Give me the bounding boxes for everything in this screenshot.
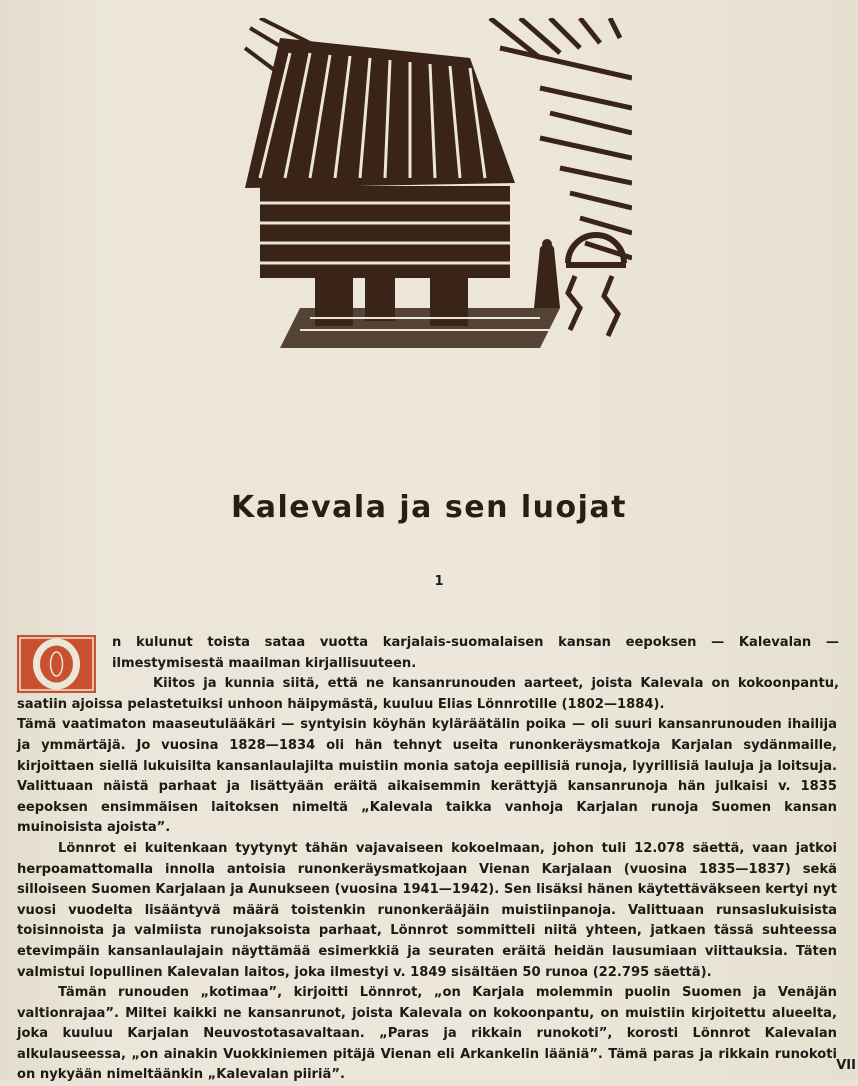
paragraph-2: Kiitos ja kunnia siitä, että ne kansanrunouden aarteet, joista Kalevala on kokoonpantu, saatiin ajoissa pelastetuiksi unhoon häipymästä, kuuluu Elias Lönnrotille (1802—1884). (17, 676, 839, 712)
woodcut-illustration (240, 18, 632, 358)
section-number: 1 (434, 574, 444, 589)
paragraph-5: Tämän runouden „kotimaa”, kirjoitti Lönnrot, „on Karjala molemmin puolin Suomen ja Venäjän valtionrajaa”. Miltei kaikki ne kansanrunot, joista Kalevala on kokoonpantu, on muistiin kirjoitettu alueelta, joka kuuluu Karjalan Neuvostotasavaltaan. „Paras ja rikkain runokoti”, korosti Lönnrot Kalevalan alkulauseessa, „on ainakin Vuokkiniemen pitäjä Vienan eli Arkankelin lääniä”. Tämä paras ja rikkain runokoti on nykyään nimeltäänkin „Kalevalan piiriä”. (17, 985, 837, 1083)
paragraph-1: n kulunut toista sataa vuotta karjalais-suomalaisen kansan eepoksen — Kalevalan — ilmestymisestä maailman kirjallisuuteen. (112, 635, 839, 671)
decorative-initial-icon (17, 635, 96, 693)
paragraph-3: Tämä vaatimaton maaseutulääkäri — syntyisin köyhän kyläräätälin poika — oli suuri kansanrunouden ihailija ja ymmärtäjä. Jo vuosina 1828—1834 oli hän tehnyt useita runonkeräysmatkoja Karjalan sydänmaille, kirjoittaen siellä lukuisilta kansanlaulajilta muistiin monia satoja eepillisiä runoja, lyyrillisiä lauluja ja loitsuja. Valittuaan näistä parhaat ja lisättyään eräitä aikaisemmin kerättyjä kansanrunoja hän julkaisi v. 1835 eepoksen ensimmäisen laitoksen nimeltä „Kalevala taikka vanhoja Karjalan runoja Suomen kansan muinoisista ajoista”. (17, 717, 837, 836)
page-number: VII (836, 1058, 856, 1073)
page-title: Kalevala ja sen luojat (231, 490, 627, 525)
article-body (17, 633, 837, 1086)
paragraph-4: Lönnrot ei kuitenkaan tyytynyt tähän vajavaiseen kokoelmaan, johon tuli 12.078 säettä, vaan jatkoi herpoamattomalla innolla antoisia runonkeräysmatkojaan Vienan Karjalaan (vuosina 1835—1837) sekä silloiseen Suomen Karjalaan ja Aunukseen (vuosina 1941—1942). Sen lisäksi hänen käytettäväkseen kertyi nyt vuosi vuodelta lisääntyvä määrä toistenkin runonkerääjäin muistiinpanoja. Valittuaan runsaslukuisista toisinnoista ja valmiista runojaksoista parhaat, Lönnrot sommitteli niitä yhteen, jatkaen tässä suhteessa etevimpäin kansanlaulajain näyttämää esimerkkiä ja seuraten eräitä heidän lausumiaan viittauksia. Täten valmistui lopullinen Kalevalan laitos, joka ilmestyi v. 1849 sisältäen 50 runoa (22.795 säettä). (17, 840, 837, 980)
